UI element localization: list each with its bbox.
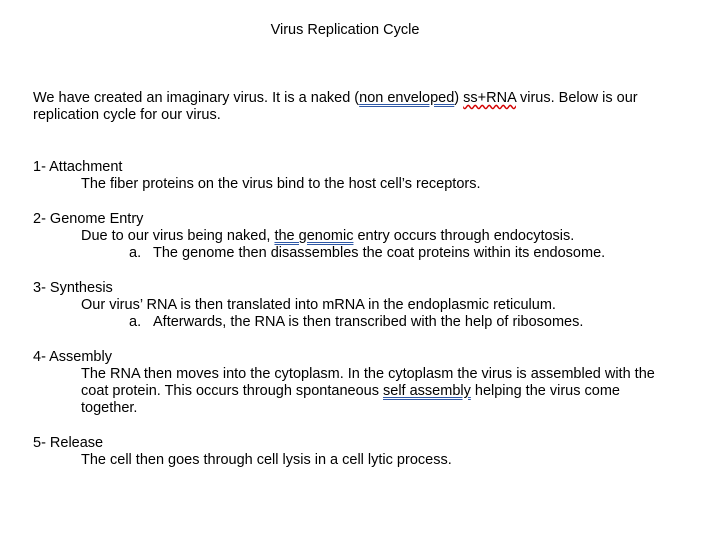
step-body-start: Due to our virus being naked, <box>81 228 275 244</box>
step-body: Our virus’ RNA is then translated into mRNA in the endoplasmic reticulum. <box>81 297 556 313</box>
step-heading: 1- Attachment <box>33 159 123 175</box>
step-body-end: entry occurs through endocytosis. <box>353 228 575 244</box>
step-body <box>81 366 671 417</box>
step-heading: 5- Release <box>33 435 104 451</box>
step-synthesis <box>33 280 673 331</box>
document-title: Virus Replication Cycle <box>270 22 420 38</box>
intro-text-start: We have created an imaginary virus. It is a naked ( <box>33 90 360 106</box>
sub-item-text: Afterwards, the RNA is then transcribed with the help of ribosomes. <box>153 314 584 330</box>
step-heading: 2- Genome Entry <box>33 211 144 227</box>
sub-item <box>129 245 669 262</box>
sub-item-marker: a. <box>129 245 142 261</box>
step-body-grammar-flag: the genomic <box>274 228 354 244</box>
intro-paragraph <box>33 90 673 124</box>
intro-grammar-flag: non enveloped <box>359 90 455 106</box>
step-body-end: helping the virus come together. <box>81 383 620 416</box>
sub-item <box>129 314 669 331</box>
sub-item-marker: a. <box>129 314 142 330</box>
step-heading: 4- Assembly <box>33 349 112 365</box>
step-release <box>33 435 673 469</box>
intro-text-mid: ) <box>454 90 464 106</box>
step-body <box>81 228 671 245</box>
intro-text-end: virus. Below is our replication cycle for our virus. <box>33 90 638 123</box>
intro-spelling-flag: ss+RNA <box>463 90 516 106</box>
step-body-start: The RNA then moves into the cytoplasm. In the cytoplasm the virus is assembled with the coat protein. This occurs through spontaneous <box>81 366 655 399</box>
step-body: The fiber proteins on the virus bind to the host cell’s receptors. <box>81 176 481 192</box>
step-heading: 3- Synthesis <box>33 280 113 296</box>
step-body: The cell then goes through cell lysis in a cell lytic process. <box>81 452 452 468</box>
step-genome-entry <box>33 211 673 262</box>
step-attachment <box>33 159 673 193</box>
step-body-grammar-flag: self assembly <box>383 383 471 399</box>
sub-item-text: The genome then disassembles the coat proteins within its endosome. <box>153 245 606 261</box>
step-assembly <box>33 349 673 417</box>
